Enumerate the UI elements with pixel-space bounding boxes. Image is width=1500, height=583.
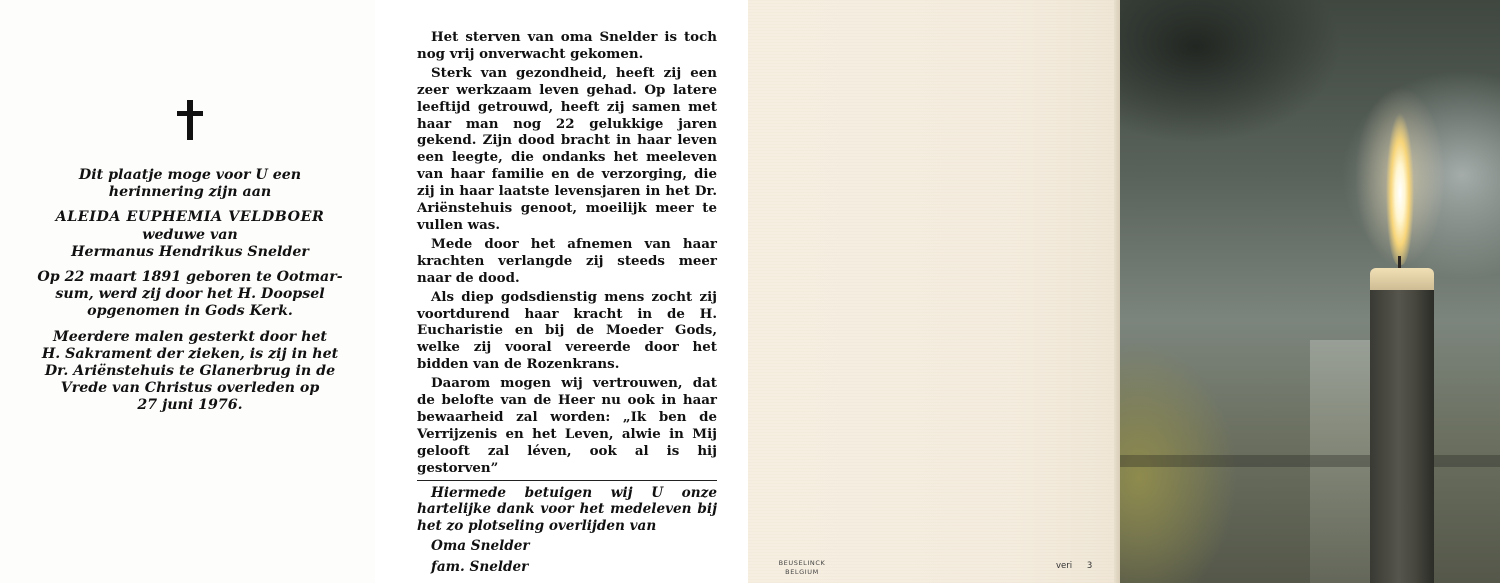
birth-line-2: sum, werd zij door het H. Doopsel bbox=[55, 286, 325, 303]
husband-name: Hermanus Hendrikus Snelder bbox=[71, 243, 309, 260]
eulogy-paragraph: Mede door het afnemen van haar krachten verlangde zij steeds meer naar de dood. bbox=[417, 235, 717, 286]
birth-line-1: Op 22 maart 1891 geboren te Ootmar- bbox=[37, 269, 343, 286]
blank-card-panel bbox=[748, 0, 1120, 583]
intro-line-2: herinnering zijn aan bbox=[108, 184, 272, 201]
printer-mark bbox=[772, 559, 832, 577]
divider bbox=[417, 480, 717, 481]
death-line-1: Meerdere malen gesterkt door het bbox=[53, 328, 327, 345]
candle-photo bbox=[1120, 0, 1500, 583]
signature-family: fam. Snelder bbox=[431, 558, 529, 575]
cross-icon bbox=[177, 100, 203, 140]
intro-line-1: Dit plaatje moge voor U een bbox=[78, 167, 302, 183]
thanks-text: Hiermede betuigen wij U onze hartelijke dank voor het medeleven bij het zo plotseling overlijden van bbox=[417, 484, 717, 535]
death-line-2: H. Sakrament der zieken, is zij in het bbox=[41, 345, 339, 362]
candle-icon bbox=[1370, 290, 1434, 583]
eulogy-text bbox=[417, 29, 717, 579]
memorial-text bbox=[30, 167, 350, 415]
signature-oma: Oma Snelder bbox=[431, 537, 530, 554]
printer-name: BEUSELINCK bbox=[778, 559, 826, 567]
left-panel bbox=[0, 0, 375, 583]
flame-icon bbox=[1385, 85, 1415, 265]
death-line-4: Vrede van Christus overleden op bbox=[60, 380, 320, 397]
eulogy-paragraph: Sterk van gezondheid, heeft zij een zeer werkzaam leven gehad. Op latere leeftijd getrouwd, heeft zij samen met haar man nog 22 gelukkige jaren gekend. Zijn dood bracht in haar leven een leegte, die ondanks het meeleven van haar familie en de verzorging, die zij in haar laatste levensjaren in het Dr. Ariënstehuis genoot, moeilijk meer te vullen was. bbox=[417, 64, 717, 233]
death-line-5: 27 juni 1976. bbox=[137, 397, 243, 414]
print-reference: veri 3 bbox=[1056, 561, 1093, 571]
middle-panel bbox=[375, 0, 748, 583]
deceased-name: ALEIDA EUPHEMIA VELDBOER bbox=[55, 209, 325, 226]
window-bar bbox=[1120, 455, 1500, 467]
eulogy-paragraph: Het sterven van oma Snelder is toch nog vrij onverwacht gekomen. bbox=[417, 29, 717, 62]
candle-top bbox=[1370, 268, 1434, 292]
eulogy-paragraph: Als diep godsdienstig mens zocht zij voortdurend haar kracht in de H. Eucharistie en bij de Moeder Gods, welke zij vooral vereerde door het bidden van de Rozenkrans. bbox=[417, 288, 717, 373]
widow-of: weduwe van bbox=[142, 226, 238, 243]
printer-country: BELGIUM bbox=[785, 568, 819, 576]
death-line-3: Dr. Ariënstehuis te Glanerbrug in de bbox=[44, 363, 336, 380]
birth-line-3: opgenomen in Gods Kerk. bbox=[87, 303, 293, 320]
eulogy-paragraph: Daarom mogen wij vertrouwen, dat de belofte van de Heer nu ook in haar bewaarheid zal worden: „Ik ben de Verrijzenis en het Leven, alwie in Mij gelooft zal léven, ook al is hij gestorven” bbox=[417, 375, 717, 476]
